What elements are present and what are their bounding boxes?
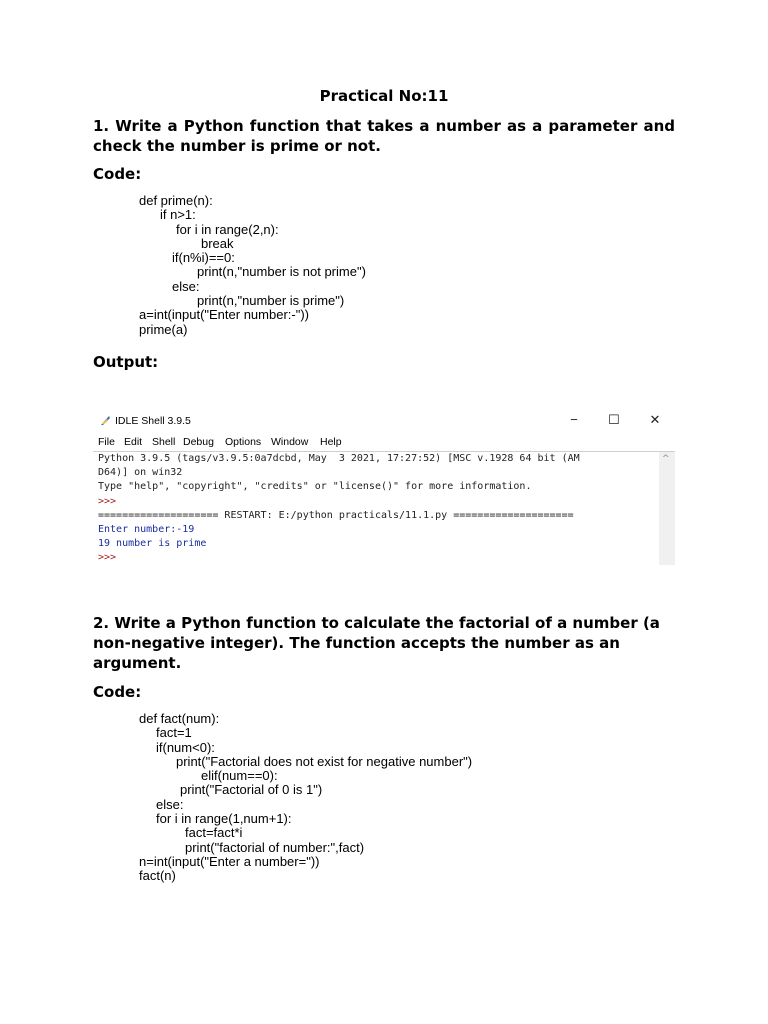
python-feather-icon [100,415,111,426]
code-line: print(n,"number is prime") [197,293,345,309]
maximize-icon[interactable]: ☐ [608,412,620,427]
scroll-up-icon[interactable]: ^ [662,454,670,464]
idle-window-title: IDLE Shell 3.9.5 [115,415,191,427]
idle-shell-output[interactable] [98,452,656,565]
q1-output-label: Output: [93,353,159,371]
code-line: if(n%i)==0: [172,250,235,266]
code-line: break [201,235,234,251]
shell-line: Enter number:-19 [98,523,195,535]
code-line: print("Factorial does not exist for negative number") [176,753,473,769]
idle-scrollbar[interactable] [659,452,675,565]
menu-edit[interactable]: Edit [124,436,143,448]
shell-prompt: >>> [98,495,117,507]
code-line: fact=fact*i [185,825,243,841]
page-title: Practical No:11 [319,87,449,105]
code-line: elif(num==0): [201,768,278,784]
question-2: 2. Write a Python function to calculate the factorial of a number (a non-negative integer). The function accepts the number as an argument. [93,614,660,672]
idle-titlebar [93,407,675,435]
shell-line: Type "help", "copyright", "credits" or "license()" for more information. [98,481,532,493]
code-line: def prime(n): [139,193,213,208]
shell-line: 19 number is prime [98,538,207,550]
shell-prompt: >>> [98,552,117,564]
code-line: for i in range(2,n): [176,221,279,237]
code-line: for i in range(1,num+1): [156,811,292,827]
code-line: else: [156,796,184,812]
code-line: if(num<0): [156,739,215,755]
code-line: def fact(num): [139,711,220,726]
code-line: fact=1 [156,725,192,741]
code-line: print("factorial of number:",fact) [185,839,365,855]
question-1: 1. Write a Python function that takes a number as a parameter and check the number is prime or not. [93,117,675,155]
shell-line: ==================== RESTART: E:/python practicals/11.1.py ==================== [98,509,574,521]
q1-code-block [139,194,366,337]
menu-shell[interactable]: Shell [152,436,176,448]
q1-code-label: Code: [93,165,142,183]
close-icon[interactable]: ✕ [649,412,661,427]
code-line: a=int(input("Enter number:-")) [139,307,309,323]
code-line: n=int(input("Enter a number=")) [139,853,320,869]
q2-code-block [139,712,472,884]
code-line: fact(n) [139,868,176,884]
minimize-icon[interactable]: − [570,412,578,427]
code-line: if n>1: [160,207,196,223]
menu-file[interactable]: File [98,436,115,448]
code-line: prime(a) [139,321,188,337]
shell-line: D64)] on win32 [98,467,183,479]
menu-window[interactable]: Window [271,436,309,448]
code-line: else: [172,278,200,294]
code-line: print("Factorial of 0 is 1") [180,782,323,798]
shell-line: Python 3.9.5 (tags/v3.9.5:0a7dcbd, May 3 2021, 17:27:52) [MSC v.1928 64 bit (AM [98,453,580,464]
menu-help[interactable]: Help [320,436,342,448]
idle-shell-screenshot [93,407,675,565]
menu-debug[interactable]: Debug [183,436,214,448]
q2-code-label: Code: [93,683,142,701]
code-line: print(n,"number is not prime") [197,264,366,280]
menu-options[interactable]: Options [225,436,262,448]
